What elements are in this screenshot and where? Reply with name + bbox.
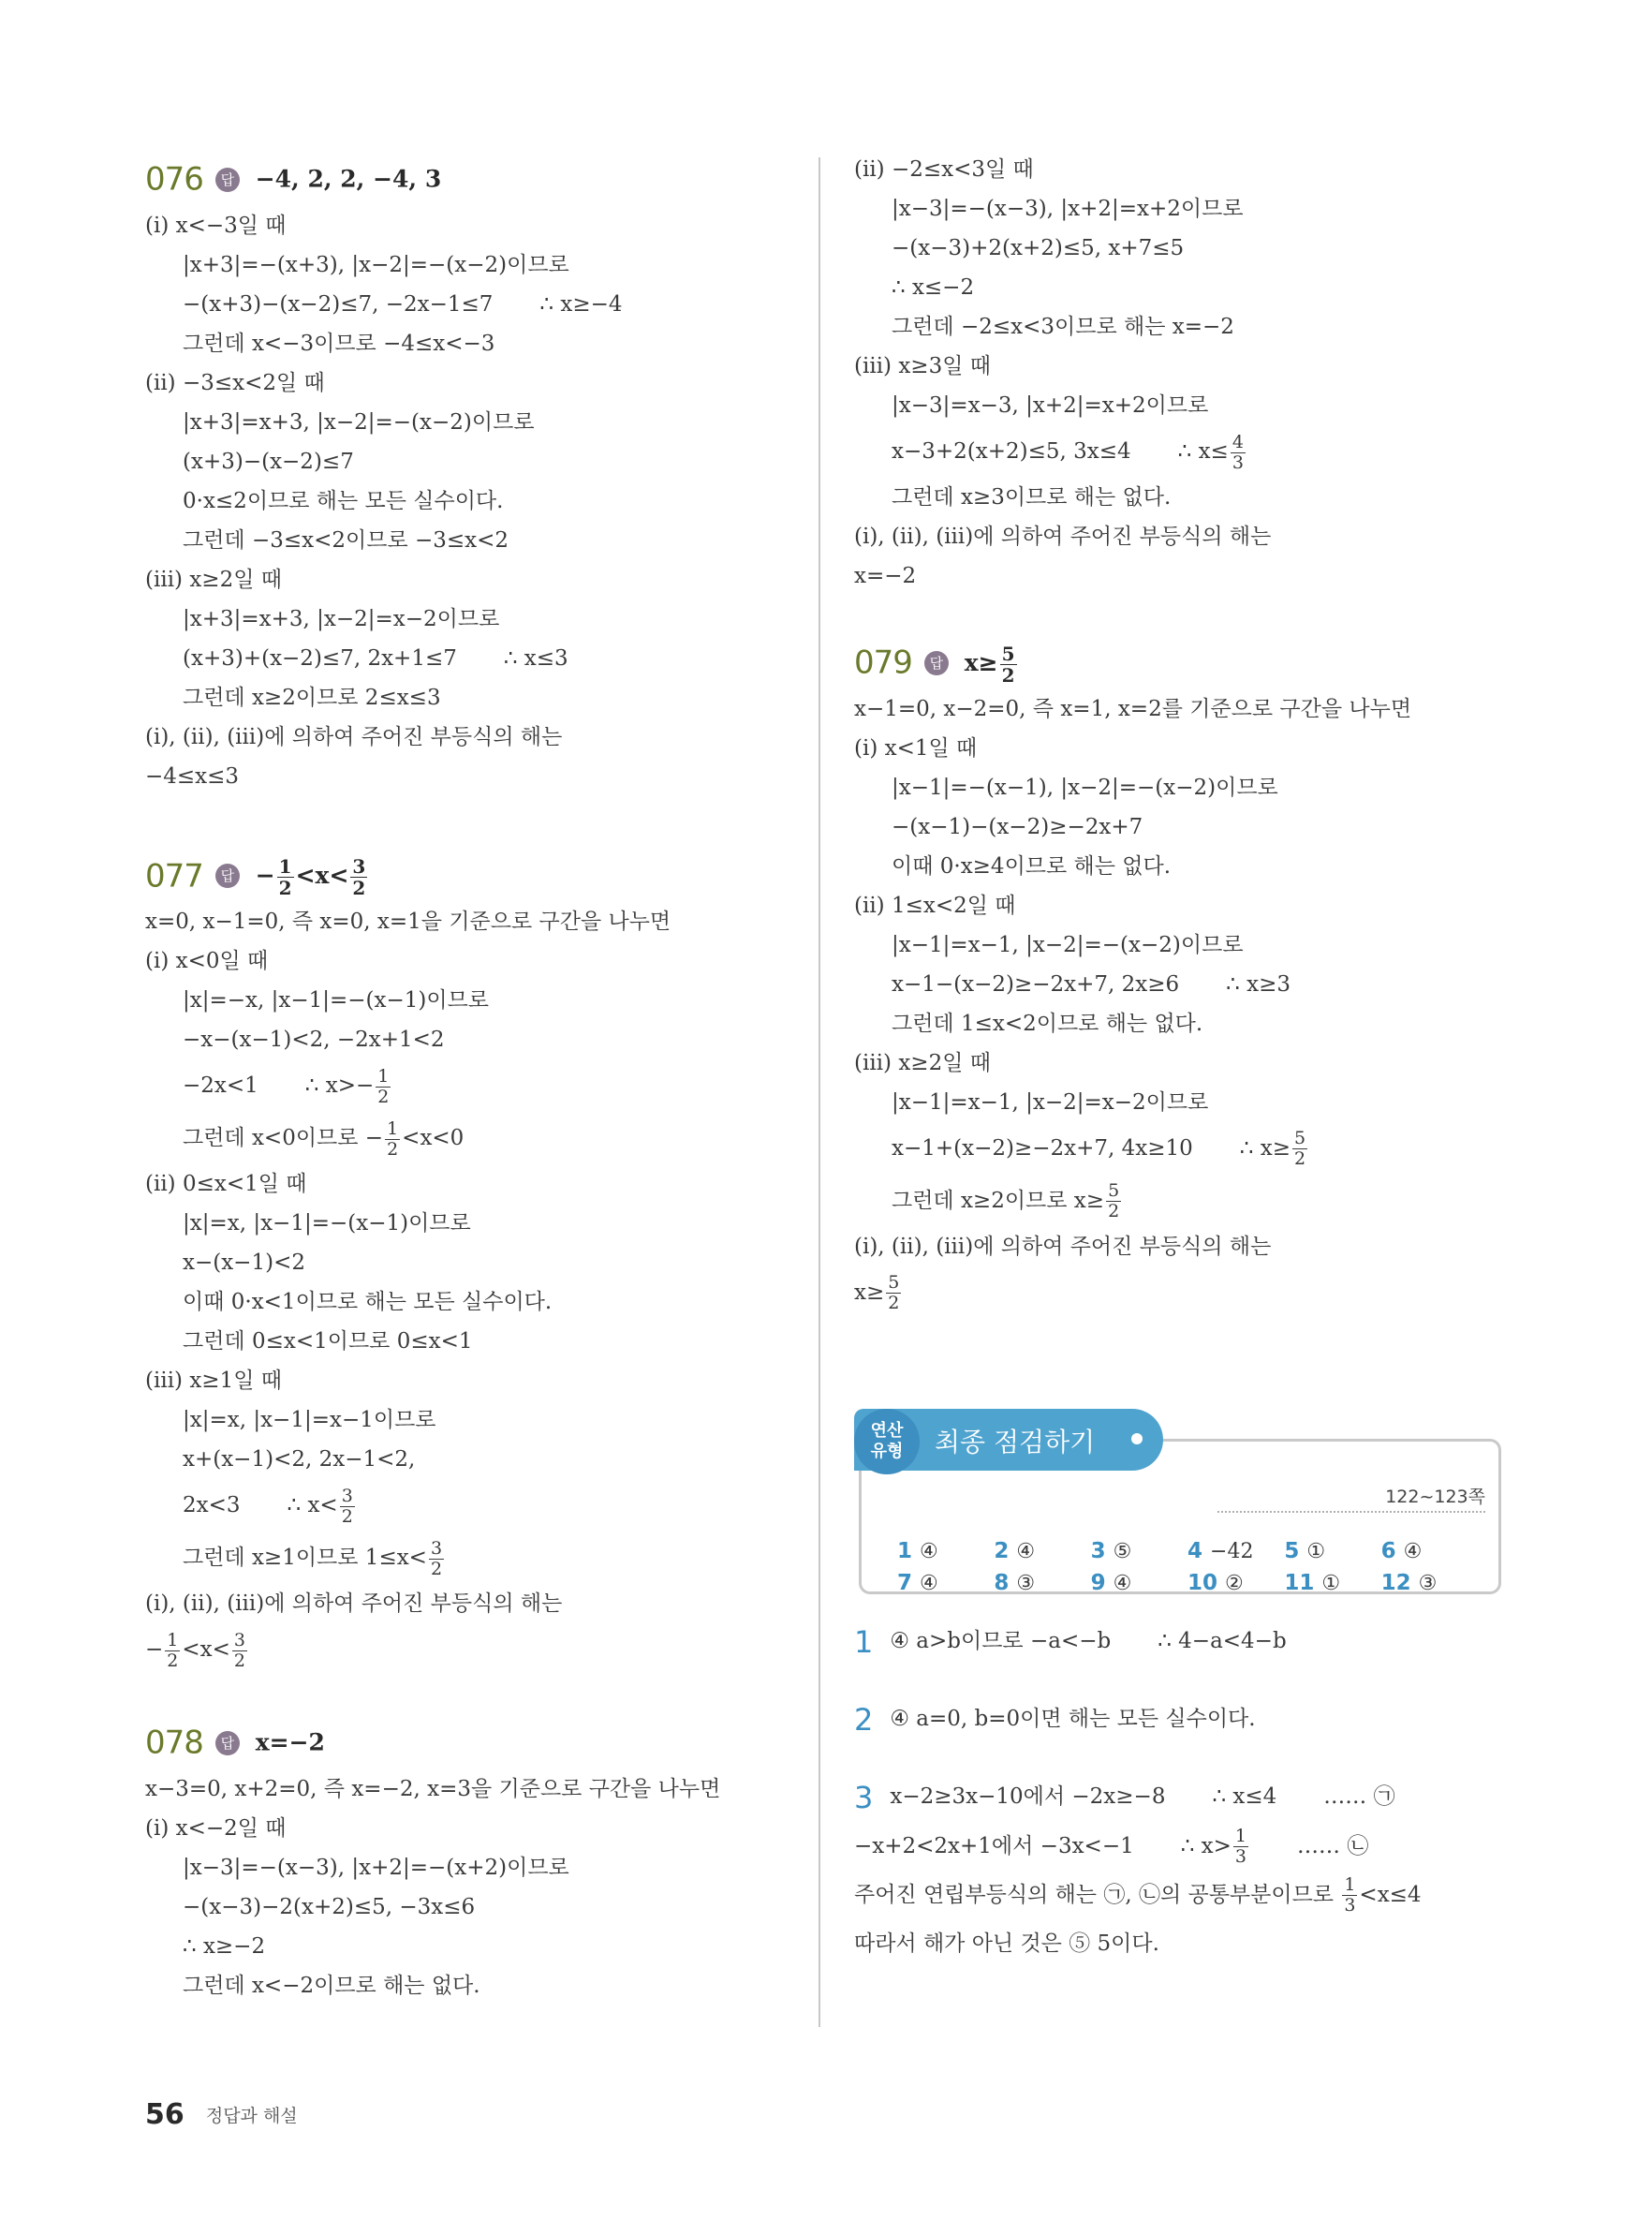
solution-line: ∴ x≥−2 [183,1933,266,1959]
dotted-divider [1217,1511,1485,1513]
right-column [854,150,1510,1968]
answer-cell: 5 ① [1284,1538,1326,1563]
solution-line: |x|=−x, |x−1|=−(x−1)이므로 [183,988,489,1013]
solution-line: |x−3|=−(x−3), |x+2|=x+2이므로 [892,197,1244,221]
solution-line: (ⅲ) x≥1일 때 [145,1369,282,1393]
solution-line: (ⅱ) 0≤x<1일 때 [145,1172,307,1196]
solution-line: (ⅰ) x<1일 때 [854,735,978,761]
solution-2: 2 ④ a=0, b=0이면 해는 모든 실수이다. [854,1701,1256,1738]
solution-3: 3 x−2≥3x−10에서 −2x≥−8 ∴ x≤4 …… ㉠ [854,1779,1395,1815]
answer-cell: 10 ② [1187,1570,1244,1595]
problem-number: 077 [145,857,203,895]
answer-cell: 4 −42 [1187,1538,1254,1563]
solution-line: (x+3)+(x−2)≤7, 2x+1≤7 ∴ x≤3 [183,645,568,671]
solution-line: 그런데 0≤x<1이므로 0≤x<1 [183,1329,473,1354]
solution-line: (ⅲ) x≥3일 때 [854,354,991,378]
solution-line: x−3=0, x+2=0, 즉 x=−2, x=3을 기준으로 구간을 나누면 [145,1776,721,1801]
final-check-section [854,1409,1500,1596]
solution-line: 주어진 연립부등식의 해는 ㉠, ㉡의 공통부분이므로 $\frac{1}{3}$ <x≤4 [854,1874,1422,1916]
solution-line: −(x−3)+2(x+2)≤5, x+7≤5 [892,236,1185,260]
answer-cell: 6 ④ [1380,1538,1423,1563]
problem-076-header [145,152,801,206]
solution-line: x−1=0, x−2=0, 즉 x=1, x=2를 기준으로 구간을 나누면 [854,696,1412,721]
answer-cell: 8 ③ [994,1570,1036,1595]
solution-line: (ⅲ) x≥2일 때 [854,1050,991,1075]
solution-line: −(x−1)−(x−2)≥−2x+7 [892,814,1143,839]
solution-line: |x+3|=x+3, |x−2|=−(x−2)이므로 [183,409,535,435]
answer-cell: 2 ④ [994,1538,1036,1563]
solution-line: 이때 0·x≥4이므로 해는 없다. [892,853,1172,879]
solution-line: 2x<3 ∴ x< $\frac{3}{2}$ [183,1485,353,1527]
solution-line: 그런데 −3≤x<2이므로 −3≤x<2 [183,527,509,553]
solution-line: |x−1|=−(x−1), |x−2|=−(x−2)이므로 [892,775,1278,800]
solution-line: 그런데 −2≤x<3이므로 해는 x=−2 [892,315,1234,339]
solution-line: (ⅰ), (ⅱ), (ⅲ)에 의하여 주어진 부등식의 해는 [145,1591,563,1616]
problem-079-header [854,635,1510,689]
solution-line: (ⅰ) x<−2일 때 [145,1815,287,1841]
solution-line: |x+3|=x+3, |x−2|=x−2이므로 [183,606,500,631]
solution-line: (ⅰ), (ⅱ), (ⅲ)에 의하여 주어진 부등식의 해는 [854,525,1272,549]
page-range: 122~123쪽 [1385,1486,1485,1507]
solution-line: (ⅱ) 1≤x<2일 때 [854,893,1016,918]
type-label-circle: 연산 유형 [854,1409,920,1474]
problem-number: 078 [145,1724,203,1762]
solution-line: x−1+(x−2)≥−2x+7, 4x≥10 ∴ x≥ $\frac{5}{2}$ [892,1128,1306,1169]
solution-line: x=−2 [854,564,917,588]
solution-line: (ⅰ), (ⅱ), (ⅲ)에 의하여 주어진 부등식의 해는 [854,1234,1272,1259]
solution-line: x−1−(x−2)≥−2x+7, 2x≥6 ∴ x≥3 [892,971,1291,997]
left-column [145,150,801,2005]
solution-line: (ⅰ) x<0일 때 [145,949,269,973]
answer-badge: 답 [924,651,949,675]
solution-line: x≥ $\frac{5}{2}$ [854,1272,900,1313]
solution-line: −(x+3)−(x−2)≤7, −2x−1≤7 ∴ x≥−4 [183,291,623,317]
answer-cell: 11 ① [1284,1570,1341,1595]
answer: −4, 2, 2, −4, 3 [255,165,442,193]
problem-number: 079 [854,644,912,682]
solution-line: x=0, x−1=0, 즉 x=0, x=1을 기준으로 구간을 나누면 [145,910,671,934]
answer-badge: 답 [215,1731,240,1755]
solution-line: ∴ x≤−2 [892,275,975,300]
solution-line: (ⅲ) x≥2일 때 [145,567,282,592]
answer-cell: 12 ③ [1380,1570,1438,1595]
solution-line: 그런데 x<−2이므로 해는 없다. [183,1973,480,1998]
solution-line: |x−1|=x−1, |x−2|=−(x−2)이므로 [892,932,1244,957]
solution-line: −2x<1 ∴ x>− $\frac{1}{2}$ [183,1065,390,1107]
solution-line: 그런데 x<−3이므로 −4≤x<−3 [183,331,495,356]
solution-line: (ⅰ) x<−3일 때 [145,213,287,238]
footer-text: 정답과 해설 [205,2106,298,2126]
solution-line: −x+2<2x+1에서 −3x<−1 ∴ x> $\frac{1}{3}$ …… ㉡ [854,1826,1369,1867]
answer: x≥ $\frac{5}{2}$ [964,642,1015,687]
solution-line: −(x−3)−2(x+2)≤5, −3x≤6 [183,1894,476,1919]
answer-cell: 3 ⑤ [1090,1538,1132,1563]
answer-cell: 1 ④ [897,1538,938,1563]
solution-line: 그런데 x<0이므로 − $\frac{1}{2}$ <x<0 [183,1117,465,1160]
solution-line: x−(x−1)<2 [183,1251,305,1275]
solution-line: 그런데 x≥3이므로 해는 없다. [892,485,1172,510]
solution-line: |x|=x, |x−1|=x−1이므로 [183,1408,436,1432]
solution-line: |x+3|=−(x+3), |x−2|=−(x−2)이므로 [183,252,569,277]
solution-line: 따라서 해가 아닌 것은 ⑤ 5이다. [854,1931,1159,1956]
solution-line: |x−3|=x−3, |x+2|=x+2이므로 [892,393,1209,418]
page-number: 56 [145,2098,184,2131]
solution-line: (ⅱ) −3≤x<2일 때 [145,370,325,395]
answer-cell: 7 ④ [897,1570,938,1595]
problem-077-header [145,849,801,903]
solution-line: −4≤x≤3 [145,763,240,789]
solution-line: |x−1|=x−1, |x−2|=x−2이므로 [892,1089,1209,1115]
solution-line: 그런데 1≤x<2이므로 해는 없다. [892,1011,1203,1036]
solution-line: 0·x≤2이므로 해는 모든 실수이다. [183,488,504,513]
solution-line: 그런데 x≥2이므로 2≤x≤3 [183,685,441,710]
section-tab [854,1409,1163,1471]
column-divider [819,157,820,2027]
answer-grid [897,1539,1478,1595]
page-footer [145,2098,298,2131]
solution-line: 그런데 x≥2이므로 x≥ $\frac{5}{2}$ [892,1180,1120,1221]
solution-1: 1 ④ a>b이므로 −a<−b ∴ 4−a<4−b [854,1623,1287,1660]
solution-line: (x+3)−(x−2)≤7 [183,449,354,474]
solution-line: (ⅰ), (ⅱ), (ⅲ)에 의하여 주어진 부등식의 해는 [145,724,563,749]
problem-078-header [145,1715,801,1769]
solution-line: 그런데 x≥1이므로 1≤x< $\frac{3}{2}$ [183,1537,443,1579]
solution-line: x+(x−1)<2, 2x−1<2, [183,1447,416,1472]
dot-icon [1131,1433,1143,1444]
answer-badge: 답 [215,168,240,192]
solution-line: |x|=x, |x−1|=−(x−1)이므로 [183,1211,471,1236]
solution-line: |x−3|=−(x−3), |x+2|=−(x+2)이므로 [183,1855,569,1880]
problem-number: 076 [145,160,203,199]
answer-badge: 답 [215,864,240,888]
section-title: 최종 점검하기 [935,1426,1096,1458]
answer: x=−2 [255,1728,325,1756]
answer: − $\frac{1}{2}$ <x< $\frac{3}{2}$ [255,855,366,899]
solution-line: 이때 0·x<1이므로 해는 모든 실수이다. [183,1290,553,1314]
answer-cell: 9 ④ [1090,1570,1132,1595]
solution-line: − $\frac{1}{2}$ <x< $\frac{3}{2}$ [145,1629,245,1671]
solution-line: (ⅱ) −2≤x<3일 때 [854,157,1034,182]
solution-line: −x−(x−1)<2, −2x+1<2 [183,1028,445,1052]
solution-line: x−3+2(x+2)≤5, 3x≤4 ∴ x≤ $\frac{4}{3}$ [892,431,1244,473]
